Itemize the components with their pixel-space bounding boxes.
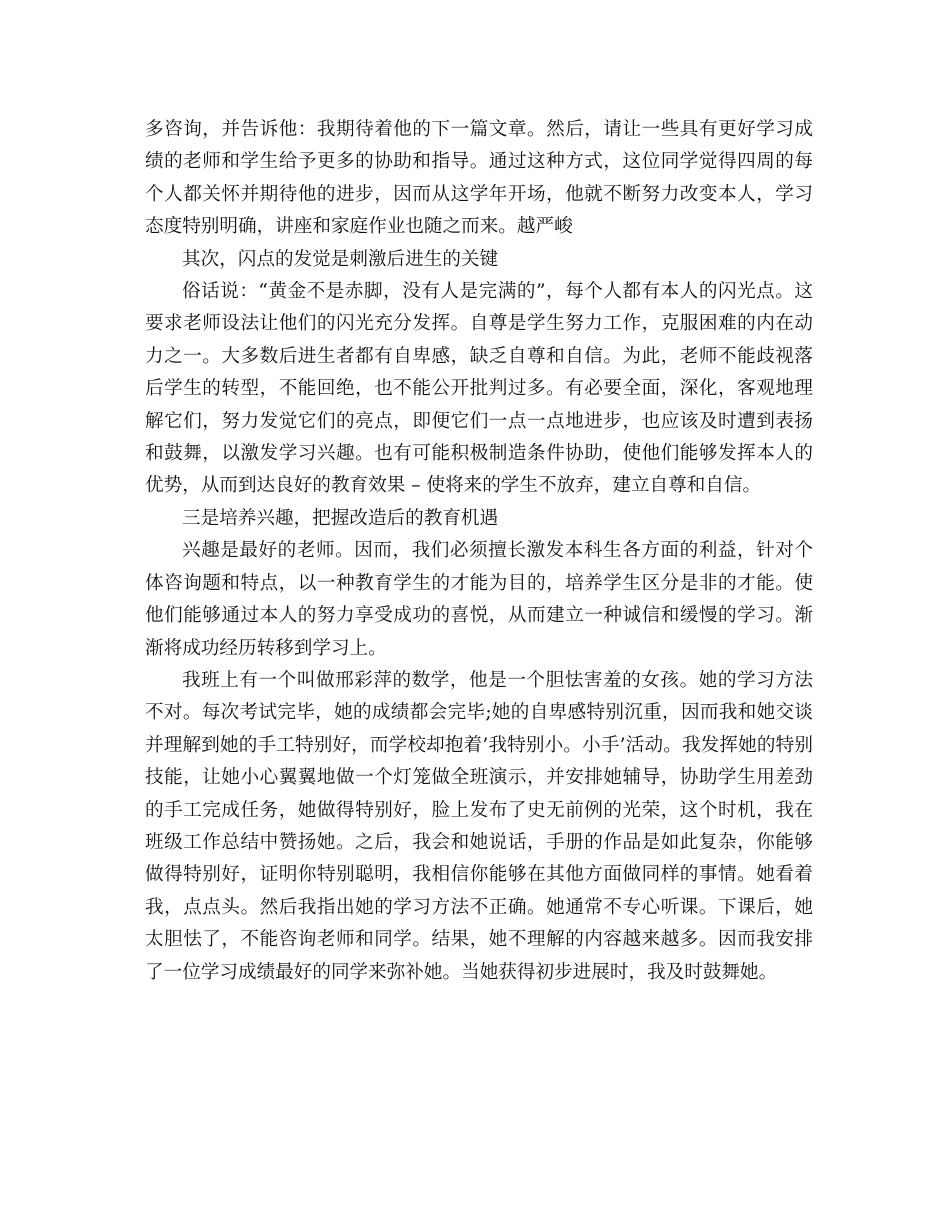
- document-body: [145, 114, 813, 989]
- paragraph-continuation: 多咨询，并告诉他：我期待着他的下一篇文章。然后，请让一些具有更好学习成绩的老师和学生给予更多的协助和指导。通过这种方式，这位同学觉得四周的每个人都关怀并期待他的进步，因而从这学年开场，他就不断努力改变本人，学习态度特别明确，讲座和家庭作业也随之而来。越严峻: [145, 119, 813, 238]
- paragraph-case-study: 我班上有一个叫做邢彩萍的数学，他是一个胆怯害羞的女孩。她的学习方法不对。每次考试完毕，她的成绩都会完毕;她的自卑感特别沉重，因而我和她交谈并理解到她的手工特别好，而学校却抱着’我特别小。小手’活动。我发挥她的特别技能，让她小心翼翼地做一个灯笼做全班演示，并安排她辅导，协助学生用差劲的手工完成任务，她做得特别好，脸上发布了史无前例的光荣，这个时机，我在班级工作总结中赞扬她。之后，我会和她说话，手册的作品是如此复杂，你能够做得特别好，证明你特别聪明，我相信你能够在其他方面做同样的事情。她看着我，点点头。然后我指出她的学习方法不正确。她通常不专心听课。下课后，她太胆怯了，不能咨询老师和同学。结果，她不理解的内容越来越多。因而我安排了一位学习成绩最好的同学来弥补她。当她获得初步进展时，我及时鼓舞她。: [145, 669, 813, 983]
- paragraph-interest: 兴趣是最好的老师。因而，我们必须擅长激发本科生各方面的利益，针对个体咨询题和特点，以一种教育学生的才能为目的，培养学生区分是非的才能。使他们能够通过本人的努力享受成功的喜悦，从而建立一种诚信和缓慢的学习。渐渐将成功经历转移到学习上。: [145, 540, 813, 659]
- section-heading-second: 其次，闪点的发觉是刺激后进生的关键: [182, 248, 499, 270]
- paragraph-highlights: 俗话说：“黄金不是赤脚，没有人是完满的”，每个人都有本人的闪光点。这要求老师设法让他们的闪光充分发挥。自尊是学生努力工作，克服困难的内在动力之一。大多数后进生者都有自卑感，缺乏自尊和自信。为此，老师不能歧视落后学生的转型，不能回绝，也不能公开批判过多。有必要全面，深化，客观地理解它们，努力发觉它们的亮点，即便它们一点一点地进步，也应该及时遭到表扬和鼓舞，以激发学习兴趣。也有可能积极制造条件协助，使他们能够发挥本人的优势，从而到达良好的教育效果 – 使将来的学生不放弃，建立自尊和自信。: [145, 281, 813, 497]
- section-heading-third: 三是培养兴趣，把握改造后的教育机遇: [182, 507, 499, 529]
